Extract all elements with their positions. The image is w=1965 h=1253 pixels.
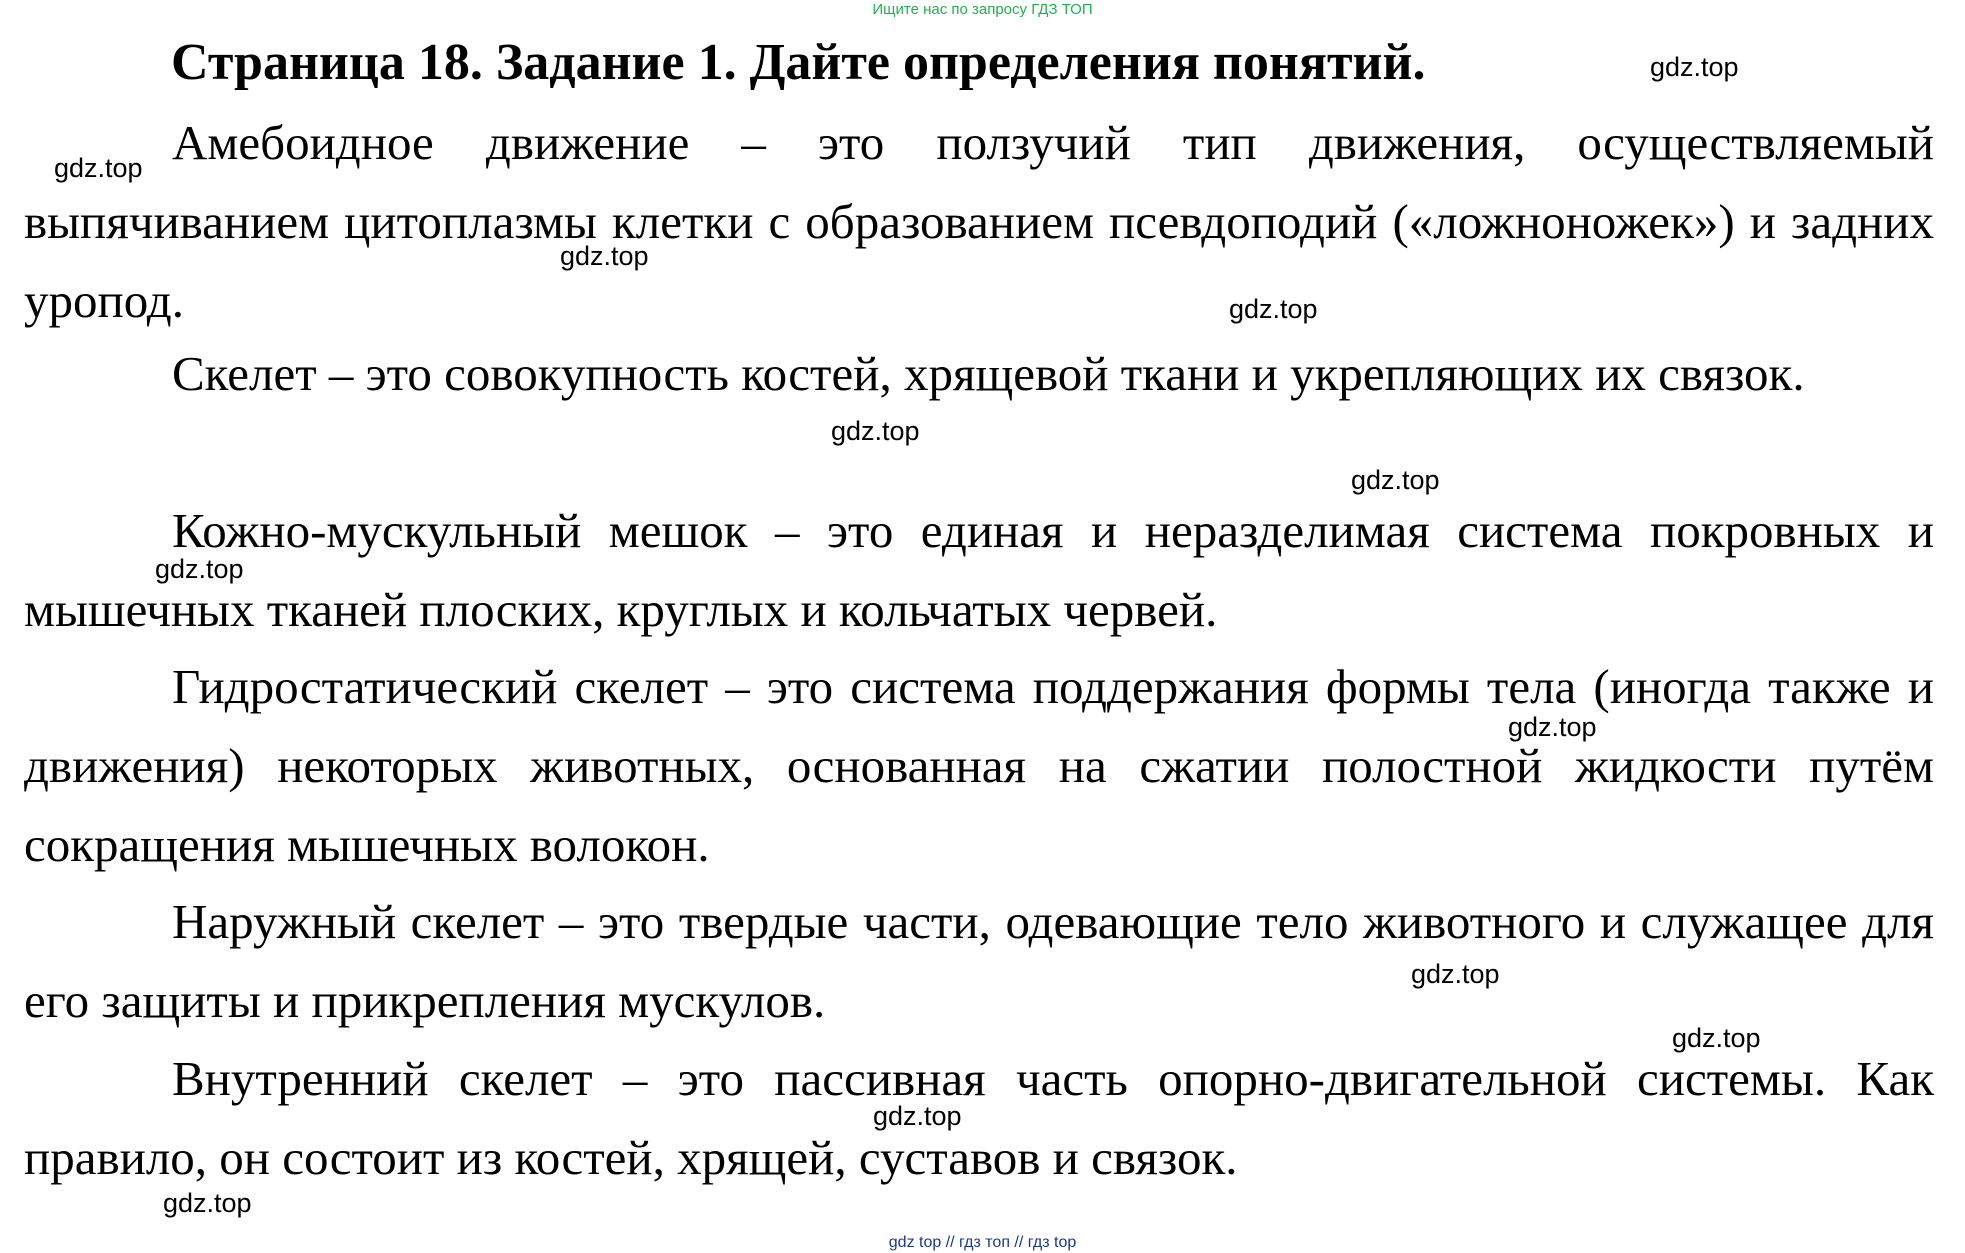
definition-endoskeleton: Внутренний скелет – это пассивная часть опорно-двигательной системы. Как правило, он состоит из костей, хрящей, суставов и связок. <box>24 1051 1934 1185</box>
watermark: gdz.top <box>54 153 143 183</box>
definition-skeleton: Скелет – это совокупность костей, хрящевой ткани и укрепляющих их связок. <box>172 346 1805 401</box>
watermark: gdz.top <box>1508 712 1597 742</box>
top-banner: Ищите нас по запросу ГДЗ ТОП <box>872 1 1093 18</box>
watermark: gdz.top <box>155 554 244 584</box>
watermark: gdz.top <box>1650 52 1739 82</box>
definition-amoeboid-movement: Амебоидное движение – это ползучий тип движения, осуществляемый выпячиванием цитоплазмы клетки с образованием псевдоподий («ложноножек») и задних уропод. <box>24 115 1934 328</box>
watermark: gdz.top <box>1672 1023 1761 1053</box>
watermark: gdz.top <box>831 416 920 446</box>
footer-banner: gdz top // гдз топ // гдз top <box>888 1234 1077 1251</box>
definition-dermomuscular-sac: Кожно-мускульный мешок – это единая и неразделимая система покровных и мышечных тканей плоских, круглых и кольчатых червей. <box>24 503 1934 637</box>
watermark: gdz.top <box>163 1188 252 1218</box>
definition-exoskeleton: Наружный скелет – это твердые части, одевающие тело животного и служащее для его защиты и прикрепления мускулов. <box>24 894 1934 1028</box>
watermark: gdz.top <box>873 1101 962 1131</box>
page-title: Страница 18. Задание 1. Дайте определения понятий. <box>171 34 1426 91</box>
watermark: gdz.top <box>1229 294 1318 324</box>
watermark: gdz.top <box>1411 959 1500 989</box>
watermark: gdz.top <box>1351 465 1440 495</box>
definition-hydrostatic-skeleton: Гидростатический скелет – это система поддержания формы тела (иногда также и движения) некоторых животных, основанная на сжатии полостной жидкости путём сокращения мышечных волокон. <box>24 659 1934 872</box>
watermark: gdz.top <box>560 241 649 271</box>
